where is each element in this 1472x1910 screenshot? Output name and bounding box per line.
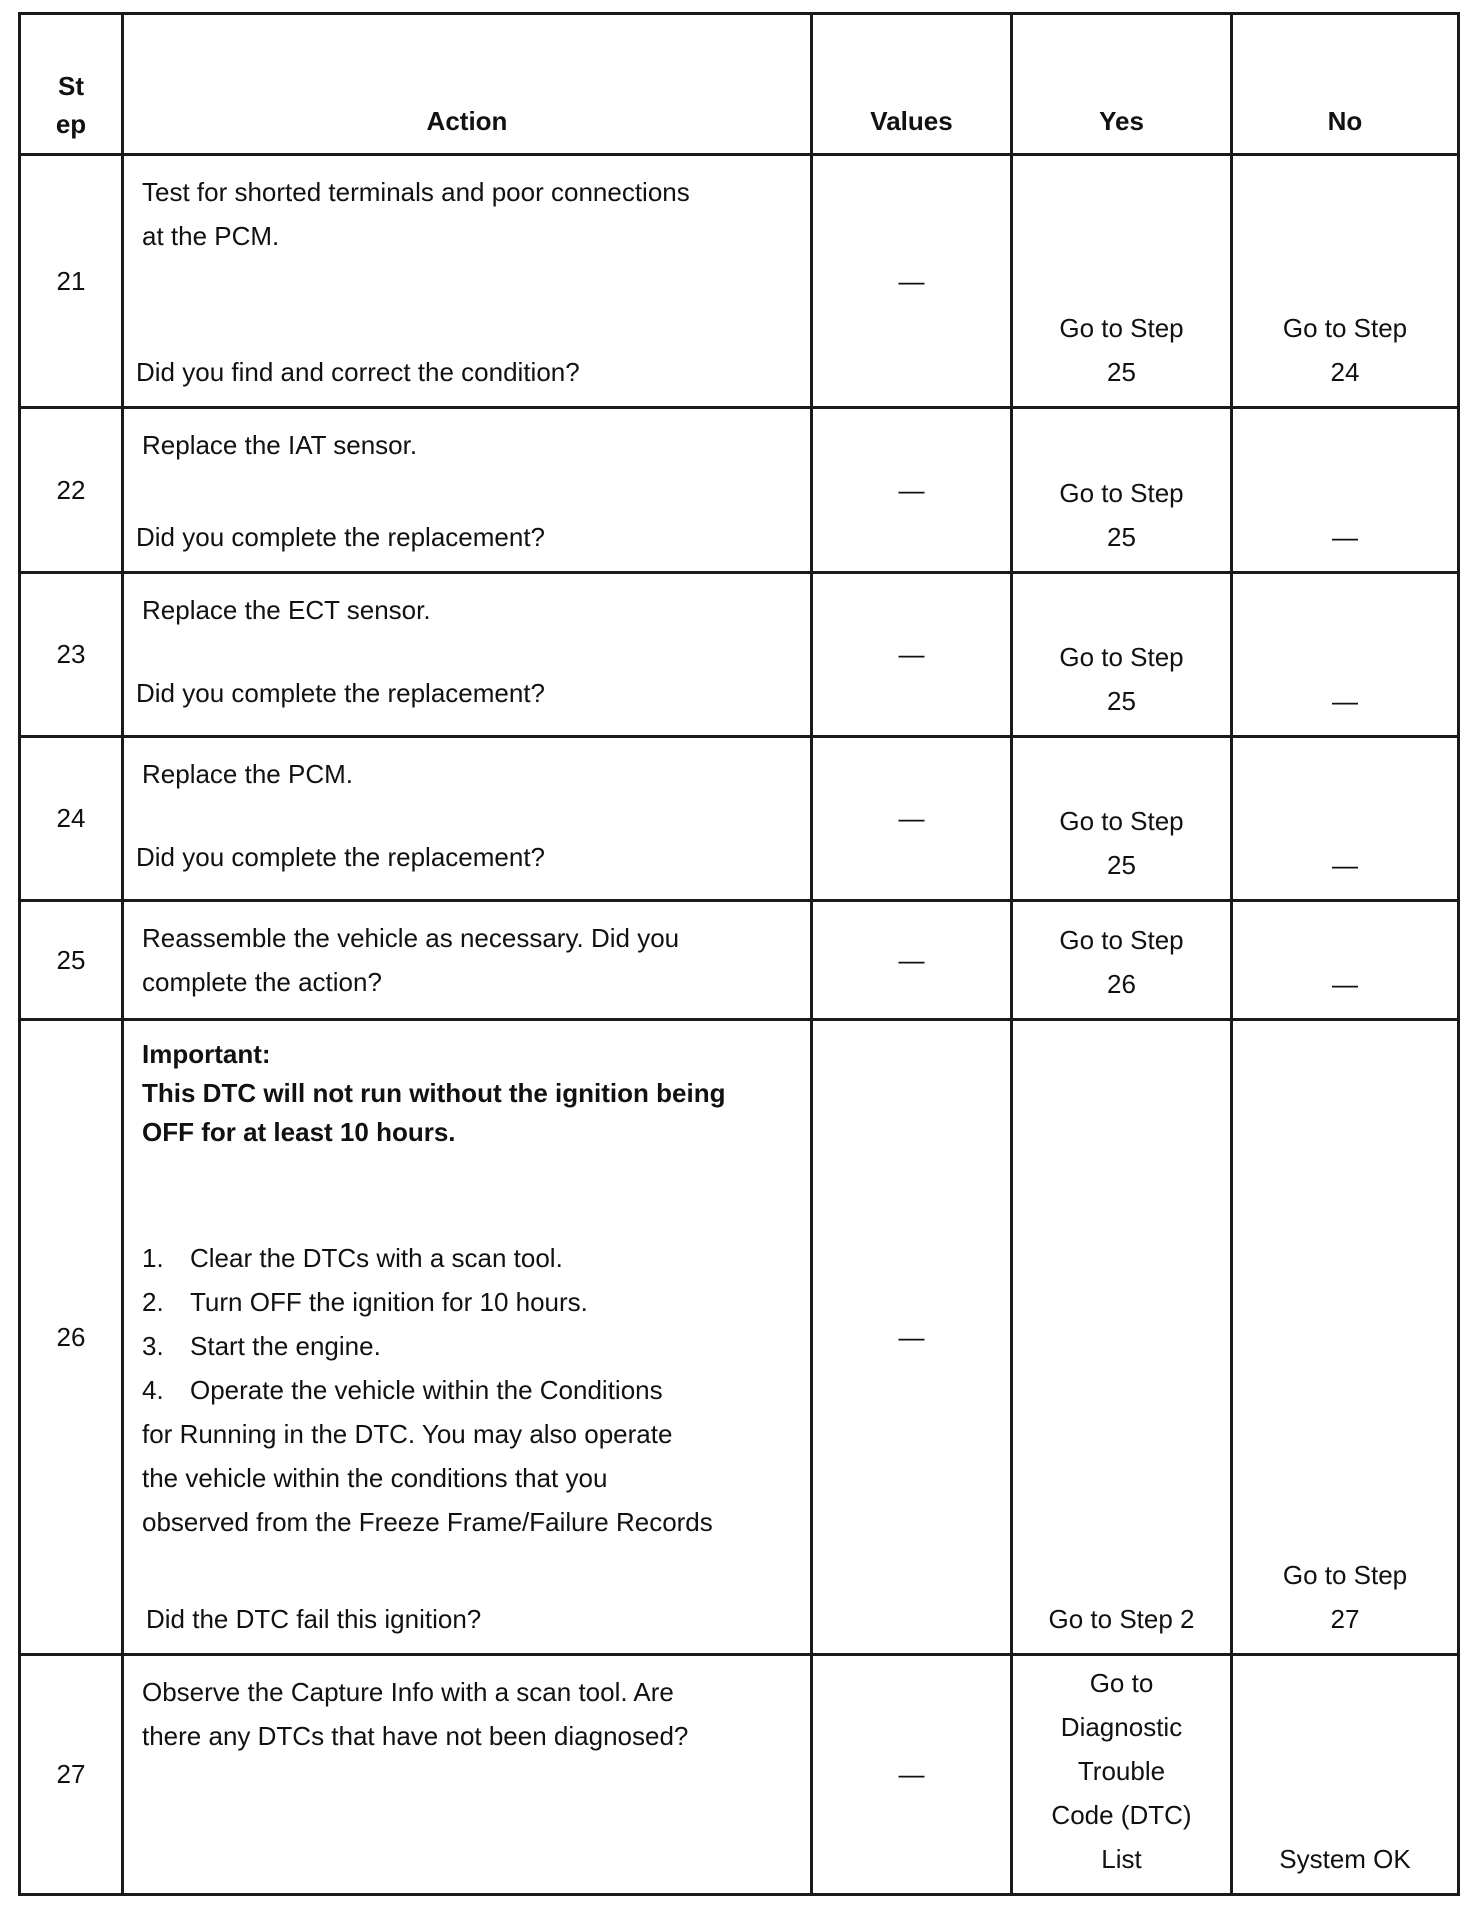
action-text: at the PCM.	[142, 221, 280, 252]
header-step	[20, 14, 123, 155]
yes-text: List	[1101, 1844, 1142, 1874]
table-row	[20, 1654, 1459, 1894]
list-number: 4.	[142, 1375, 164, 1406]
no-link[interactable]	[1233, 306, 1457, 394]
list-item	[142, 1368, 792, 1412]
yes-text: Go to Step	[1059, 477, 1184, 508]
list-number: 3.	[142, 1331, 164, 1362]
step-number: 22	[20, 408, 123, 572]
values-cell: —	[812, 736, 1012, 900]
action-question: Did you complete the replacement?	[136, 521, 546, 552]
table-row	[20, 155, 1459, 408]
no-value: —	[1332, 849, 1358, 880]
yes-text: Go to Step	[1059, 641, 1184, 672]
action-cell	[123, 408, 812, 572]
diagnostic-table	[18, 12, 1460, 1896]
yes-step: 25	[1107, 521, 1136, 552]
no-link[interactable]	[1233, 1553, 1457, 1641]
no-cell	[1232, 1654, 1459, 1894]
list-number: 1.	[142, 1243, 164, 1274]
action-text: the vehicle within the conditions that you	[142, 1463, 608, 1494]
yes-step: 26	[1107, 969, 1136, 1000]
no-value: —	[1332, 969, 1358, 1000]
step-number: 25	[20, 900, 123, 1019]
yes-cell	[1012, 408, 1232, 572]
action-cell	[123, 155, 812, 408]
yes-link[interactable]	[1013, 471, 1230, 559]
table-row	[20, 900, 1459, 1019]
step-number: 26	[20, 1020, 123, 1655]
header-action: Action	[123, 14, 812, 155]
header-no: No	[1232, 14, 1459, 155]
yes-text: Go to	[1089, 1668, 1154, 1698]
action-cell	[123, 1020, 812, 1655]
important-label: Important:	[142, 1039, 271, 1070]
yes-link[interactable]	[1013, 918, 1230, 1006]
action-text: Reassemble the vehicle as necessary. Did you	[142, 922, 680, 953]
list-text: Clear the DTCs with a scan tool.	[190, 1243, 563, 1274]
yes-step: 25	[1107, 849, 1136, 880]
values-cell: —	[812, 572, 1012, 736]
action-text: there any DTCs that have not been diagnosed?	[142, 1720, 689, 1751]
action-cell	[123, 900, 812, 1019]
no-value: System OK	[1279, 1844, 1411, 1874]
yes-text: Diagnostic	[1060, 1712, 1183, 1742]
step-number: 23	[20, 572, 123, 736]
header-step-line2: ep	[55, 109, 87, 140]
no-cell	[1232, 408, 1459, 572]
action-question: Did the DTC fail this ignition?	[146, 1603, 482, 1634]
no-cell	[1232, 1020, 1459, 1655]
values-cell: —	[812, 408, 1012, 572]
values-cell: —	[812, 900, 1012, 1019]
no-step: 24	[1330, 357, 1360, 388]
action-text: Test for shorted terminals and poor connections	[142, 177, 690, 208]
step-number: 24	[20, 736, 123, 900]
table-row	[20, 736, 1459, 900]
procedure-list	[142, 1236, 792, 1412]
list-item	[142, 1324, 792, 1368]
table-row	[20, 572, 1459, 736]
no-cell	[1232, 155, 1459, 408]
values-cell: —	[812, 1020, 1012, 1655]
list-item	[142, 1280, 792, 1324]
no-step: 27	[1330, 1603, 1360, 1634]
yes-link[interactable]	[1013, 1661, 1230, 1881]
step-number: 27	[20, 1654, 123, 1894]
table-row	[20, 408, 1459, 572]
header-step-line1: St	[58, 71, 84, 102]
action-cell	[123, 736, 812, 900]
list-item	[142, 1236, 792, 1280]
step-number: 21	[20, 155, 123, 408]
yes-step: 25	[1107, 357, 1136, 388]
action-question: Did you complete the replacement?	[136, 841, 546, 872]
yes-text: Trouble	[1077, 1756, 1166, 1786]
header-yes: Yes	[1012, 14, 1232, 155]
action-question: Did you complete the replacement?	[136, 677, 546, 708]
no-value: —	[1332, 685, 1358, 716]
important-text: OFF for at least 10 hours.	[142, 1117, 456, 1148]
yes-cell	[1012, 736, 1232, 900]
header-values: Values	[812, 14, 1012, 155]
yes-cell	[1012, 155, 1232, 408]
yes-link[interactable]	[1013, 799, 1230, 887]
yes-cell	[1012, 1654, 1232, 1894]
no-value: —	[1332, 521, 1358, 552]
list-text: Operate the vehicle within the Conditions	[190, 1375, 663, 1406]
action-text: Replace the PCM.	[142, 758, 353, 789]
yes-text: Go to Step	[1059, 925, 1184, 956]
no-cell	[1232, 736, 1459, 900]
action-cell	[123, 1654, 812, 1894]
yes-link[interactable]	[1013, 306, 1230, 394]
no-cell	[1232, 900, 1459, 1019]
action-question: Did you find and correct the condition?	[136, 357, 580, 388]
no-cell	[1232, 572, 1459, 736]
important-text: This DTC will not run without the ignition being	[142, 1078, 726, 1109]
yes-link[interactable]: Go to Step 2	[1048, 1603, 1195, 1634]
action-text: Replace the IAT sensor.	[142, 430, 418, 461]
header-row	[20, 14, 1459, 155]
no-text: Go to Step	[1282, 313, 1408, 344]
yes-text: Go to Step	[1059, 805, 1184, 836]
action-text: complete the action?	[142, 966, 382, 997]
values-cell: —	[812, 1654, 1012, 1894]
yes-text: Go to Step	[1059, 313, 1184, 344]
list-text: Start the engine.	[190, 1331, 381, 1362]
yes-step: 25	[1107, 685, 1136, 716]
yes-cell	[1012, 572, 1232, 736]
action-text: for Running in the DTC. You may also operate	[142, 1419, 673, 1450]
yes-link[interactable]	[1013, 635, 1230, 723]
action-text: Replace the ECT sensor.	[142, 594, 431, 625]
action-text: observed from the Freeze Frame/Failure Records	[142, 1507, 713, 1538]
no-text: Go to Step	[1282, 1559, 1408, 1590]
action-cell	[123, 572, 812, 736]
action-text: Observe the Capture Info with a scan tool. Are	[142, 1676, 674, 1707]
yes-cell	[1012, 1020, 1232, 1655]
yes-text: Code (DTC)	[1051, 1800, 1192, 1830]
values-cell: —	[812, 155, 1012, 408]
yes-cell	[1012, 900, 1232, 1019]
list-text: Turn OFF the ignition for 10 hours.	[190, 1287, 588, 1318]
table-row	[20, 1020, 1459, 1655]
list-number: 2.	[142, 1287, 164, 1318]
